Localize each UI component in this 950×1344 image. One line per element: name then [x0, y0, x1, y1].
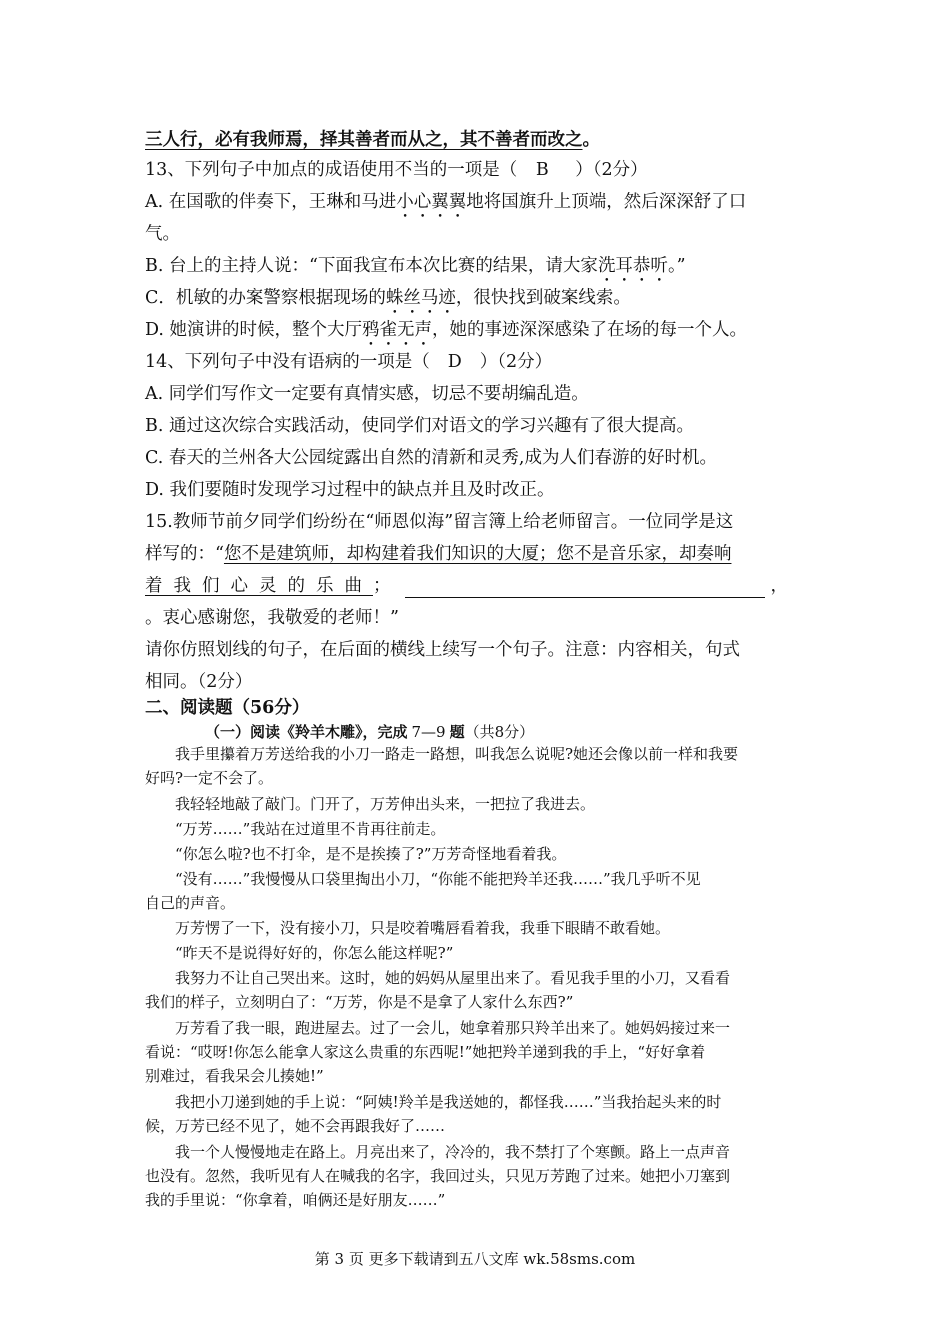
passage-line: 我的手里说：“你拿着，咱俩还是好朋友……”	[145, 1191, 446, 1209]
q14-option-a: A. 同学们写作文一定要有真情实感，切忌不要胡编乱造。	[145, 384, 589, 404]
q15-model-sentence: 您不是建筑师，却构建着我们知识的大厦；您不是音乐家，却奏响	[223, 544, 732, 564]
motto-line	[145, 128, 600, 152]
passage-line: “万芳……”我站在过道里不肯再往前走。	[175, 820, 446, 838]
q13-a-idiom: 小心翼翼	[396, 192, 467, 212]
section-2-title: 二、阅读题（56分）	[145, 698, 310, 718]
passage-line: 我轻轻地敲了敲门。门开了，万芳伸出头来，一把拉了我进去。	[175, 795, 596, 813]
q15-line-3: 着我们心灵的乐曲； ，	[145, 576, 788, 596]
q14-stem: 14、下列句子中没有语病的一项是（ D ）（2分）	[145, 352, 553, 372]
q14-option-d: D. 我们要随时发现学习过程中的缺点并且及时改正。	[145, 480, 555, 500]
passage-line: 我手里攥着万芳送给我的小刀一路走一路想，叫我怎么说呢?她还会像以前一样和我要	[175, 745, 739, 763]
q13-answer: B	[535, 160, 549, 180]
q15-model-sentence-cont: 着我们心灵的乐曲	[145, 576, 373, 596]
q13-option-b: B. 台上的主持人说：“下面我宣布本次比赛的结果，请大家洗耳恭听。”	[145, 256, 686, 276]
motto-underlined: 三人行，必有我师焉，择其善者而从之，其不善者而改之	[145, 130, 583, 150]
passage-line: 也没有。忽然，我听见有人在喊我的名字，我回过头，只见万芳跑了过来。她把小刀塞到	[145, 1167, 731, 1185]
q13-option-a: A. 在国歌的伴奏下，王琳和马进小心翼翼地将国旗升上顶端，然后深深舒了口	[145, 192, 747, 212]
q13-d-idiom: 鸦雀无声	[362, 320, 433, 340]
page-footer: 第 3 页 更多下载请到五八文库 wk.58sms.com	[314, 1250, 636, 1268]
q15-answer-blank[interactable]	[405, 575, 765, 598]
q15-line-2: 样写的：“您不是建筑师，却构建着我们知识的大厦；您不是音乐家，却奏响	[145, 544, 732, 564]
q13-option-c: C．机敏的办案警察根据现场的蛛丝马迹，很快找到破案线索。	[145, 288, 631, 308]
passage-line: 别难过，看我呆会儿揍她!”	[145, 1067, 324, 1085]
q15-line-1: 15.教师节前夕同学们纷纷在“师恩似海”留言簿上给老师留言。一位同学是这	[145, 512, 734, 532]
q13-option-d: D. 她演讲的时候，整个大厅鸦雀无声，她的事迹深深感染了在场的每一个人。	[145, 320, 748, 340]
q15-line-5: 请你仿照划线的句子，在后面的横线上续写一个句子。注意：内容相关，句式	[145, 640, 740, 660]
passage-line: 我们的样子，立刻明白了：“万芳，你是不是拿了人家什么东西?”	[145, 993, 574, 1011]
q13-option-a-cont: 气。	[145, 224, 180, 244]
passage-line: “没有……”我慢慢从口袋里掏出小刀，“你能不能把羚羊还我……”我几乎听不见	[175, 870, 701, 888]
q15-line-6: 相同。（2分）	[145, 672, 253, 692]
q14-option-b: B. 通过这次综合实践活动，使同学们对语文的学习兴趣有了很大提高。	[145, 416, 694, 436]
q14-option-c: C. 春天的兰州各大公园绽露出自然的清新和灵秀,成为人们春游的好时机。	[145, 448, 717, 468]
q15-line-4: 。衷心感谢您，我敬爱的老师！”	[145, 608, 399, 628]
passage-line: 候，万芳已经不见了，她不会再跟我好了……	[145, 1117, 446, 1135]
q13-b-idiom: 洗耳恭听	[597, 256, 668, 276]
passage-line: 好吗?一定不会了。	[145, 769, 274, 787]
passage-line: 自己的声音。	[145, 894, 236, 912]
q13-stem: 13、下列句子中加点的成语使用不当的一项是（ B ）（2分）	[145, 160, 648, 180]
passage-line: 看说：“哎呀!你怎么能拿人家这么贵重的东西呢!”她把羚羊递到我的手上，“好好拿着	[145, 1043, 706, 1061]
passage-line: “你怎么啦?也不打伞，是不是挨揍了?”万芳奇怪地看着我。	[175, 845, 567, 863]
passage-line: 我努力不让自己哭出来。这时，她的妈妈从屋里出来了。看见我手里的小刀，又看看	[175, 969, 731, 987]
passage-line: 万芳愣了一下，没有接小刀，只是咬着嘴唇看着我，我垂下眼睛不敢看她。	[175, 919, 671, 937]
q13-c-idiom: 蛛丝马迹	[385, 288, 456, 308]
passage-line: “昨天不是说得好好的，你怎么能这样呢?”	[175, 944, 454, 962]
passage-line: 我一个人慢慢地走在路上。月亮出来了，冷冷的，我不禁打了个寒颤。路上一点声音	[175, 1143, 731, 1161]
q14-answer: D	[447, 352, 462, 372]
motto-tail: 。	[582, 130, 600, 150]
passage-line: 我把小刀递到她的手上说：“阿姨!羚羊是我送她的，都怪我……”当我抬起头来的时	[175, 1093, 722, 1111]
reading-1-heading: （一）阅读《羚羊木雕》，完成 7—9 题（共8分）	[205, 723, 535, 741]
passage-line: 万芳看了我一眼，跑进屋去。过了一会儿，她拿着那只羚羊出来了。她妈妈接过来一	[175, 1019, 731, 1037]
